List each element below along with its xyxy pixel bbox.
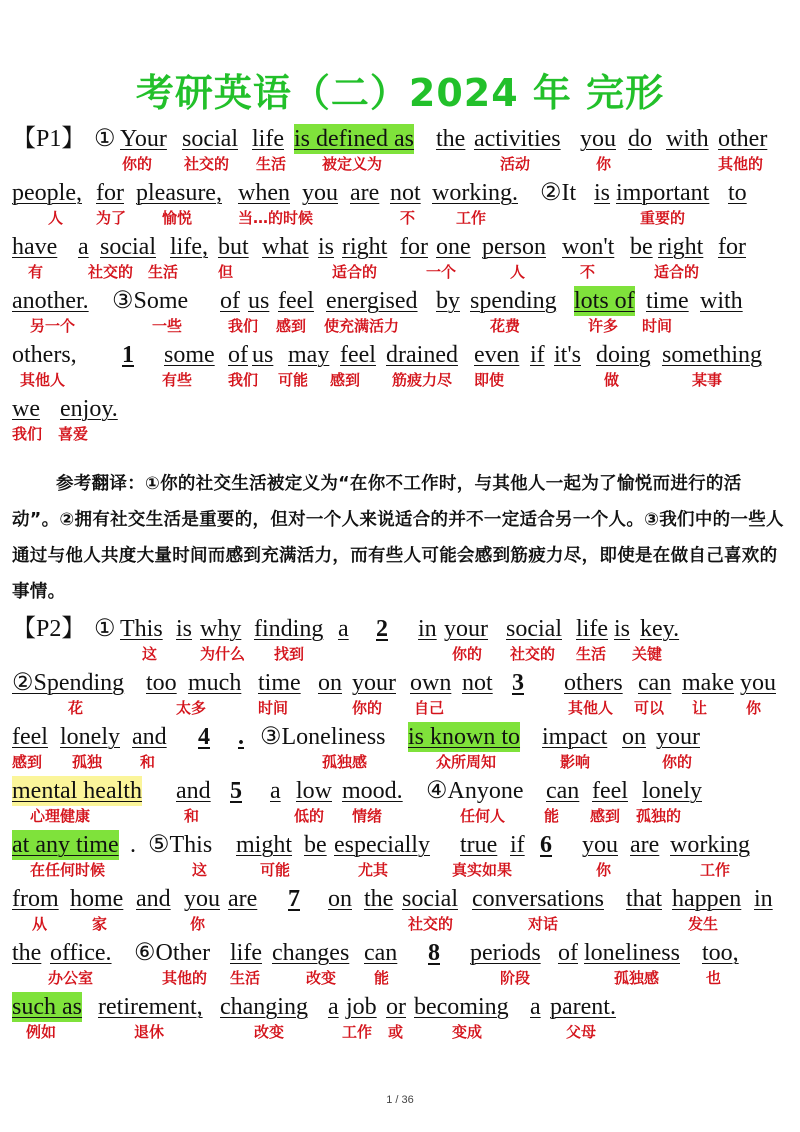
p1-line-5 <box>12 340 788 394</box>
blank-1: 1 <box>122 342 134 368</box>
blank-4: 4 <box>198 724 210 750</box>
word: finding <box>254 616 324 642</box>
word: you <box>582 832 618 858</box>
word: time <box>646 288 689 314</box>
gloss: 在任何时候 <box>30 861 106 879</box>
word: time <box>258 670 301 696</box>
gloss: 许多 <box>588 317 619 335</box>
page-number: 1 / 36 <box>386 1094 414 1106</box>
word: are <box>630 832 660 858</box>
word: parent. <box>550 994 616 1020</box>
highlighted-phrase: is defined as <box>294 126 414 152</box>
blank-3: 3 <box>512 670 524 696</box>
word: do <box>628 126 652 152</box>
word: that <box>626 886 662 912</box>
gloss: 可能 <box>260 861 291 879</box>
gloss: 你的 <box>352 699 383 717</box>
word: periods <box>470 940 541 966</box>
word: your <box>656 724 700 750</box>
word: becoming <box>414 994 509 1020</box>
gloss: 有 <box>28 263 44 281</box>
word: especially <box>334 832 430 858</box>
sentence-number: ④Anyone <box>426 778 524 804</box>
gloss: 活动 <box>500 155 531 173</box>
word: right <box>342 234 388 260</box>
gloss: 众所周知 <box>436 753 497 771</box>
word: conversations <box>472 886 604 912</box>
gloss: 这 <box>142 645 158 663</box>
word: job <box>346 994 377 1020</box>
word: home <box>70 886 124 912</box>
gloss: 感到 <box>12 753 43 771</box>
word: true <box>460 832 498 858</box>
gloss: 花 <box>68 699 84 717</box>
word: life <box>230 940 262 966</box>
word: much <box>188 670 242 696</box>
gloss: 工作 <box>456 209 487 227</box>
word: social <box>182 126 238 152</box>
gloss: 筋疲力尽 <box>392 371 453 389</box>
word: energised <box>326 288 418 314</box>
sentence-number: ②It <box>540 180 577 206</box>
word: we <box>12 396 40 422</box>
word: the <box>12 940 42 966</box>
gloss: 父母 <box>566 1023 597 1041</box>
gloss: 我们 <box>228 371 259 389</box>
gloss: 但 <box>218 263 234 281</box>
gloss: 改变 <box>306 969 337 987</box>
gloss: 你 <box>190 915 206 933</box>
gloss: 为什么 <box>200 645 246 663</box>
gloss: 工作 <box>342 1023 373 1041</box>
word: one <box>436 234 471 260</box>
gloss: 或 <box>388 1023 404 1041</box>
gloss: 也 <box>706 969 722 987</box>
gloss: 生活 <box>256 155 287 173</box>
gloss: 时间 <box>258 699 289 717</box>
blank-5: 5 <box>230 778 242 804</box>
reference-translation: 参考翻译：①你的社交生活被定义为“在你不工作时，与其他人一起为了愉悦而进行的活动”。②拥有社交生活是重要的，但对一个人来说适合的并不一定适合另一个人。③我们中的一些人通过与他人共度大量时间而感到充满活力，而有些人可能会感到筋疲力尽，即使是在做自己喜欢的事情。 <box>12 474 784 602</box>
word: to <box>728 180 747 206</box>
word: make <box>682 670 734 696</box>
word: for <box>400 234 428 260</box>
word: a <box>328 994 339 1020</box>
p1-line-1 <box>12 124 788 178</box>
gloss: 其他的 <box>162 969 208 987</box>
gloss: 情绪 <box>352 807 383 825</box>
gloss: 其他的 <box>718 155 764 173</box>
word: on <box>318 670 342 696</box>
gloss: 低的 <box>294 807 325 825</box>
gloss: 人 <box>510 263 526 281</box>
gloss: 愉悦 <box>162 209 193 227</box>
word: are <box>228 886 258 912</box>
gloss: 任何人 <box>460 807 506 825</box>
word: the <box>364 886 394 912</box>
word: people, <box>12 180 82 206</box>
word: feel <box>12 724 48 750</box>
gloss: 孤独感 <box>614 969 660 987</box>
word: the <box>436 126 466 152</box>
word: is <box>318 234 335 260</box>
gloss: 不 <box>580 263 596 281</box>
word: on <box>622 724 646 750</box>
highlighted-phrase: such as <box>12 994 82 1020</box>
blank-7: 7 <box>288 886 300 912</box>
word: spending <box>470 288 557 314</box>
gloss: 做 <box>604 371 620 389</box>
word: not <box>462 670 493 696</box>
gloss: 当…的时候 <box>238 209 314 227</box>
gloss: 影响 <box>560 753 591 771</box>
word: why <box>200 616 242 642</box>
word: it's <box>554 342 581 368</box>
gloss: 不 <box>400 209 416 227</box>
word: if <box>510 832 525 858</box>
gloss: 工作 <box>700 861 731 879</box>
gloss: 感到 <box>276 317 307 335</box>
gloss: 对话 <box>528 915 559 933</box>
word: Your <box>120 126 167 152</box>
gloss: 重要的 <box>640 209 686 227</box>
gloss: 你 <box>596 861 612 879</box>
highlighted-phrase: mental health <box>12 778 142 804</box>
gloss: 让 <box>692 699 708 717</box>
word: a <box>530 994 541 1020</box>
word: in <box>418 616 437 642</box>
word: your <box>444 616 488 642</box>
blank-8: 8 <box>428 940 440 966</box>
blank-punctuation: . <box>238 724 244 750</box>
word: doing <box>596 342 651 368</box>
gloss: 关键 <box>632 645 663 663</box>
gloss: 社交的 <box>184 155 230 173</box>
word: changes <box>272 940 350 966</box>
punctuation: . <box>130 832 136 858</box>
word: too, <box>702 940 739 966</box>
p1-line-2 <box>12 178 788 232</box>
gloss: 和 <box>184 807 200 825</box>
word: pleasure, <box>136 180 222 206</box>
word: of <box>220 288 240 314</box>
word: mood. <box>342 778 403 804</box>
word: when <box>238 180 290 206</box>
word: social <box>506 616 562 642</box>
word: us <box>248 288 270 314</box>
p2-label: 【P2】 <box>12 616 86 642</box>
sentence-number: ⑤This <box>148 832 213 858</box>
word: is <box>614 616 631 642</box>
gloss: 生活 <box>576 645 607 663</box>
word: with <box>700 288 743 314</box>
gloss: 阶段 <box>500 969 531 987</box>
gloss: 你的 <box>122 155 153 173</box>
gloss: 生活 <box>148 263 179 281</box>
gloss: 家 <box>92 915 108 933</box>
word: for <box>96 180 124 206</box>
gloss: 一个 <box>426 263 457 281</box>
word: be <box>304 832 327 858</box>
word: low <box>296 778 332 804</box>
highlighted-phrase: at any time <box>12 832 119 858</box>
word: you <box>580 126 616 152</box>
word: can <box>364 940 398 966</box>
word: can <box>546 778 580 804</box>
gloss: 从 <box>32 915 48 933</box>
word: even <box>474 342 520 368</box>
word: from <box>12 886 59 912</box>
word: key. <box>640 616 680 642</box>
word: working <box>670 832 750 858</box>
blank-2: 2 <box>376 616 388 642</box>
word: if <box>530 342 545 368</box>
gloss: 我们 <box>12 425 43 443</box>
gloss: 例如 <box>26 1023 57 1041</box>
gloss: 被定义为 <box>322 155 383 173</box>
sentence-number: ③Some <box>112 288 189 314</box>
gloss: 社交的 <box>510 645 556 663</box>
word: have <box>12 234 58 260</box>
p1-line-6 <box>12 394 788 448</box>
word: enjoy. <box>60 396 118 422</box>
gloss: 改变 <box>254 1023 285 1041</box>
word: is <box>176 616 193 642</box>
gloss: 变成 <box>452 1023 483 1041</box>
gloss: 和 <box>140 753 156 771</box>
word: and <box>132 724 167 750</box>
highlighted-phrase: lots of <box>574 288 635 314</box>
word: what <box>262 234 309 260</box>
word: on <box>328 886 352 912</box>
word: loneliness <box>584 940 680 966</box>
word: life <box>252 126 284 152</box>
gloss: 退休 <box>134 1023 165 1041</box>
word: activities <box>474 126 561 152</box>
word: life <box>576 616 608 642</box>
gloss: 一些 <box>152 317 183 335</box>
p2-line-6 <box>12 884 788 938</box>
word: feel <box>592 778 628 804</box>
word: you <box>184 886 220 912</box>
word: impact <box>542 724 608 750</box>
p1-label: 【P1】 <box>12 126 86 152</box>
gloss: 时间 <box>642 317 673 335</box>
word: right <box>658 234 704 260</box>
word: social <box>402 886 458 912</box>
word: another. <box>12 288 89 314</box>
paragraph-p2 <box>12 614 788 1046</box>
word: may <box>288 342 330 368</box>
blank-6: 6 <box>540 832 552 858</box>
word: and <box>136 886 171 912</box>
word: by <box>436 288 460 314</box>
gloss: 另一个 <box>30 317 76 335</box>
gloss: 尤其 <box>358 861 389 879</box>
gloss: 找到 <box>274 645 305 663</box>
p2-line-5 <box>12 830 788 884</box>
word: you <box>740 670 776 696</box>
word: not <box>390 180 421 206</box>
paragraph-p1 <box>12 124 788 448</box>
word: lonely <box>60 724 120 750</box>
gloss: 人 <box>48 209 64 227</box>
gloss: 社交的 <box>408 915 454 933</box>
word: and <box>176 778 211 804</box>
p1-line-4 <box>12 286 788 340</box>
word: some <box>164 342 215 368</box>
word: or <box>386 994 406 1020</box>
word: a <box>338 616 349 642</box>
gloss: 喜爱 <box>58 425 89 443</box>
highlighted-phrase: is known to <box>408 724 521 750</box>
sentence-number: ⑥Other <box>134 940 211 966</box>
gloss: 太多 <box>176 699 207 717</box>
word: in <box>754 886 773 912</box>
gloss: 孤独的 <box>636 807 682 825</box>
word: own <box>410 670 452 696</box>
gloss: 孤独感 <box>322 753 368 771</box>
gloss: 生活 <box>230 969 261 987</box>
sentence-number: ③Loneliness <box>260 724 386 750</box>
word: changing <box>220 994 308 1020</box>
word: feel <box>340 342 376 368</box>
gloss: 自己 <box>414 699 445 717</box>
word: person <box>482 234 546 260</box>
word: your <box>352 670 396 696</box>
gloss: 其他人 <box>20 371 66 389</box>
gloss: 其他人 <box>568 699 614 717</box>
gloss: 花费 <box>490 317 521 335</box>
gloss: 你的 <box>452 645 483 663</box>
word: life, <box>170 234 208 260</box>
word: others <box>564 670 623 696</box>
word: of <box>228 342 248 368</box>
word: working. <box>432 180 518 206</box>
word: drained <box>386 342 458 368</box>
word: too <box>146 670 177 696</box>
word: other <box>718 126 768 152</box>
gloss: 即使 <box>474 371 505 389</box>
word: with <box>666 126 709 152</box>
word: might <box>236 832 293 858</box>
word: but <box>218 234 249 260</box>
word: ②Spending <box>12 670 125 696</box>
gloss: 使充满活力 <box>324 317 400 335</box>
gloss: 我们 <box>228 317 259 335</box>
word: retirement, <box>98 994 203 1020</box>
word: a <box>270 778 281 804</box>
word: be <box>630 234 653 260</box>
word: important <box>616 180 710 206</box>
p1-line-3 <box>12 232 788 286</box>
gloss: 办公室 <box>48 969 94 987</box>
word: office. <box>50 940 112 966</box>
word: for <box>718 234 746 260</box>
word: can <box>638 670 672 696</box>
word: us <box>252 342 274 368</box>
word: a <box>78 234 89 260</box>
word: of <box>558 940 578 966</box>
word: social <box>100 234 156 260</box>
gloss: 这 <box>192 861 208 879</box>
p2-line-2 <box>12 668 788 722</box>
gloss: 可能 <box>278 371 309 389</box>
word: are <box>350 180 380 206</box>
word: others, <box>12 342 77 368</box>
gloss: 你 <box>596 155 612 173</box>
gloss: 你 <box>746 699 762 717</box>
word: This <box>120 616 163 642</box>
p2-line-1 <box>12 614 788 668</box>
word: happen <box>672 886 742 912</box>
gloss: 适合的 <box>654 263 700 281</box>
gloss: 真实如果 <box>452 861 513 879</box>
circled-number: ① <box>94 616 116 642</box>
p2-line-3 <box>12 722 788 776</box>
gloss: 某事 <box>692 371 723 389</box>
gloss: 感到 <box>590 807 621 825</box>
word: lonely <box>642 778 702 804</box>
gloss: 可以 <box>634 699 665 717</box>
gloss: 社交的 <box>88 263 134 281</box>
gloss: 心理健康 <box>30 807 91 825</box>
gloss: 发生 <box>688 915 719 933</box>
circled-number: ① <box>94 126 116 152</box>
gloss: 能 <box>544 807 560 825</box>
word: you <box>302 180 338 206</box>
p2-line-7 <box>12 938 788 992</box>
gloss: 有些 <box>162 371 193 389</box>
gloss: 孤独 <box>72 753 103 771</box>
p2-line-8 <box>12 992 788 1046</box>
gloss: 感到 <box>330 371 361 389</box>
word: something <box>662 342 762 368</box>
p2-line-4 <box>12 776 788 830</box>
page-title: 考研英语（二）2024 年 完形 <box>135 71 665 115</box>
gloss: 为了 <box>96 209 127 227</box>
word: won't <box>562 234 615 260</box>
word: feel <box>278 288 314 314</box>
gloss: 你的 <box>662 753 693 771</box>
gloss: 适合的 <box>332 263 378 281</box>
word: is <box>594 180 611 206</box>
gloss: 能 <box>374 969 390 987</box>
